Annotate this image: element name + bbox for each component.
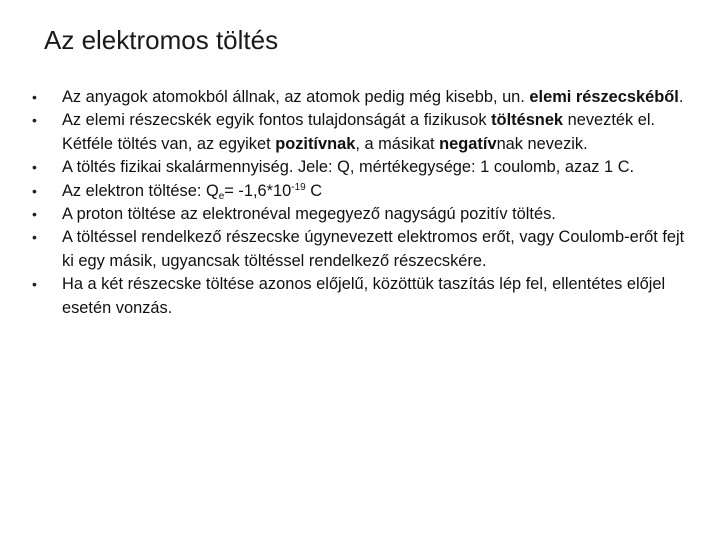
bullet-dot-icon: • [32,112,37,129]
bullet-emphasis: töltésnek [491,111,564,130]
bullet-text: Az elektron töltése: Q [62,181,219,200]
bullet-list [0,86,720,320]
bullet-text: = -1,6*10 [224,181,292,200]
bullet-dot-icon: • [32,206,37,223]
bullet-dot-icon: • [32,159,37,176]
bullet-emphasis: negatív [439,134,497,153]
bullet-text: A töltés fizikai skalármennyiség. Jele: Q, mértékegysége: 1 coulomb, azaz 1 C. [62,158,635,177]
bullet-dot-icon: • [32,229,37,246]
subscript: e [218,190,225,202]
slide-title: Az elektromos töltés [44,25,279,55]
bullet-item [0,109,720,156]
bullet-text: nak nevezik. [496,134,588,153]
bullet-dot-icon: • [32,276,37,293]
bullet-text: A töltéssel rendelkező részecske úgynevezett elektromos erőt, vagy Coulomb-erőt fejt ki egy másik, ugyancsak töltéssel rendelkező részecskére. [62,228,685,270]
bullet-dot-icon: • [32,89,37,105]
bullet-text: Az anyagok atomokból állnak, az atomok pedig még kisebb, un. [62,88,530,106]
bullet-text: Az elemi részecskék egyik fontos tulajdonságát a fizikusok [62,111,492,130]
bullet-item [0,273,720,320]
bullet-emphasis: elemi részecskéből [529,88,679,106]
bullet-text: C [305,181,323,200]
superscript: -19 [291,181,306,193]
bullet-emphasis: pozitívnak [275,134,356,153]
bullet-text: , a másikat [355,134,440,153]
bullet-dot-icon: • [32,182,37,199]
bullet-text: Ha a két részecske töltése azonos előjelű, közöttük taszítás lép fel, ellentétes előjel esetén vonzás. [62,275,666,317]
bullet-item [0,203,720,226]
bullet-text: nevezték el. Kétféle töltés van, az egyiket [62,111,656,153]
bullet-item [0,86,720,109]
bullet-text: . [678,88,684,106]
bullet-text: A proton töltése az elektronéval megegyező nagyságú pozitív töltés. [62,205,556,224]
bullet-item [0,180,720,203]
bullet-item [0,156,720,179]
bullet-item [0,226,720,273]
